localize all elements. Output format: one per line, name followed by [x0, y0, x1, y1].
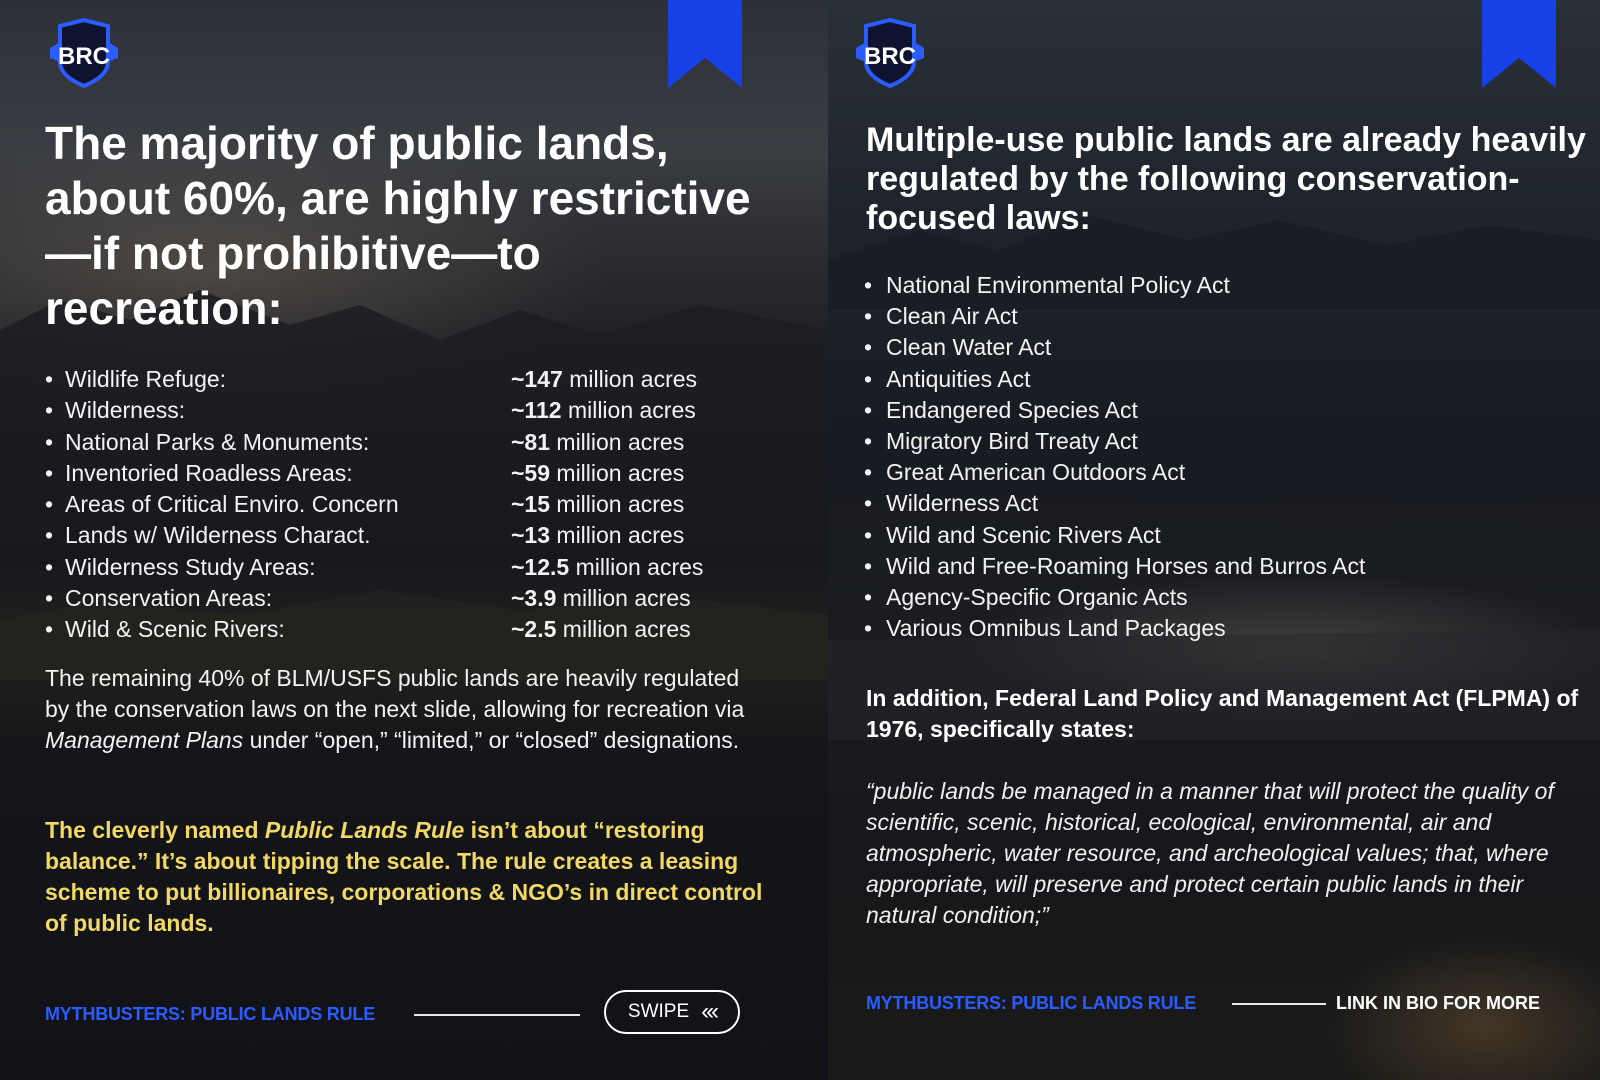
bookmark-ribbon-icon	[668, 0, 742, 88]
acreage-value: ~147	[511, 366, 563, 392]
land-category: Inventoried Roadless Areas:	[65, 459, 353, 486]
land-category: National Parks & Monuments:	[65, 428, 370, 455]
brc-logo-text: BRC	[58, 43, 110, 70]
bullet-icon: •	[864, 552, 873, 579]
land-stat-row	[45, 395, 765, 426]
management-plans-italic: Management Plans	[45, 727, 244, 753]
series-footer-label: MYTHBUSTERS: PUBLIC LANDS RULE	[866, 993, 1196, 1013]
acreage-value: ~2.5	[511, 616, 557, 643]
brc-logo-text: BRC	[864, 43, 916, 70]
law-list-item	[864, 301, 1584, 332]
link-in-bio-label: LINK IN BIO FOR MORE	[1336, 993, 1540, 1013]
acreage-unit: million acres	[556, 522, 685, 549]
bullet-icon: •	[45, 491, 54, 518]
land-acreage	[511, 520, 684, 551]
footer-divider	[414, 1014, 580, 1016]
acreage-unit: million acres	[556, 491, 685, 518]
acreage-unit: million acres	[556, 428, 685, 455]
bullet-icon: •	[864, 583, 873, 610]
right-slide	[828, 0, 1600, 1080]
land-stat-row	[45, 458, 765, 489]
acreage-unit: million acres	[562, 585, 691, 612]
law-name: Wild and Free-Roaming Horses and Burros Act	[886, 552, 1366, 579]
acreage-unit: million acres	[575, 553, 704, 580]
bullet-icon: •	[45, 553, 54, 580]
land-stat-row	[45, 364, 765, 395]
law-list-item	[864, 582, 1584, 613]
land-stat-row	[45, 489, 765, 520]
law-name: Wilderness Act	[886, 490, 1039, 517]
law-list-item	[864, 364, 1584, 395]
land-acreage	[511, 614, 691, 645]
brc-logo-icon	[852, 18, 928, 88]
bullet-icon: •	[45, 428, 54, 455]
law-list-item	[864, 488, 1584, 519]
land-category: Areas of Critical Enviro. Concern	[65, 491, 399, 518]
acreage-value: ~12.5	[511, 553, 570, 580]
bullet-icon: •	[864, 272, 873, 298]
land-category: Wilderness:	[65, 397, 186, 424]
law-list-item	[864, 270, 1584, 301]
public-lands-rule-claim	[45, 815, 765, 939]
remaining-text-2: under “open,” “limited,” or “closed” designations.	[243, 727, 740, 753]
claim-text-2: isn’t about “restoring balance.” It’s about tipping the scale. The rule creates a leasing scheme to put billionaires, corporations & NGO’s in direct control of public lands.	[45, 817, 763, 936]
law-name: Wild and Scenic Rivers Act	[886, 521, 1161, 548]
law-name: Migratory Bird Treaty Act	[886, 427, 1138, 454]
law-list-item	[864, 613, 1584, 644]
bullet-icon: •	[45, 616, 54, 643]
law-list-item	[864, 332, 1584, 363]
chevrons-left-icon: ‹‹‹	[701, 998, 717, 1025]
conservation-laws-list	[864, 270, 1584, 644]
bullet-icon: •	[864, 427, 873, 454]
acreage-unit: million acres	[567, 397, 696, 424]
acreage-unit: million acres	[569, 366, 698, 392]
bullet-icon: •	[864, 303, 873, 330]
land-category: Wildlife Refuge:	[65, 366, 227, 392]
land-stat-row	[45, 552, 765, 583]
law-name: Endangered Species Act	[886, 396, 1138, 423]
claim-text-1: The cleverly named	[45, 817, 265, 843]
land-acreage	[511, 364, 697, 395]
law-name: Agency-Specific Organic Acts	[886, 583, 1188, 610]
acreage-value: ~15	[511, 491, 551, 518]
law-name: Great American Outdoors Act	[886, 459, 1186, 486]
bullet-icon: •	[864, 615, 873, 642]
land-stat-row	[45, 614, 765, 645]
land-acreage	[511, 427, 684, 458]
land-acreage	[511, 583, 691, 614]
land-stat-row	[45, 583, 765, 614]
land-acreage	[511, 489, 684, 520]
flpma-quote: “public lands be managed in a manner that will protect the quality of scientific, scenic, historical, ecological, environmental, air and atmospheric, water resource, and archeological values; that, where appropriate, will preserve and protect certain public lands in their natural condition;”	[866, 778, 1554, 928]
claim-rule-italic: Public Lands Rule	[264, 817, 465, 843]
land-acreage	[511, 552, 703, 583]
law-list-item	[864, 395, 1584, 426]
bullet-icon: •	[864, 521, 873, 548]
law-name: National Environmental Policy Act	[886, 272, 1230, 298]
land-category: Conservation Areas:	[65, 585, 273, 612]
law-list-item	[864, 457, 1584, 488]
bullet-icon: •	[864, 490, 873, 517]
brc-logo-icon	[46, 18, 122, 88]
land-stat-row	[45, 427, 765, 458]
law-list-item	[864, 551, 1584, 582]
land-category: Wilderness Study Areas:	[65, 553, 316, 580]
law-name: Antiquities Act	[886, 365, 1031, 392]
bullet-icon: •	[45, 585, 54, 612]
bullet-icon: •	[864, 365, 873, 392]
acreage-unit: million acres	[556, 459, 685, 486]
acreage-value: ~59	[511, 459, 551, 486]
bullet-icon: •	[45, 397, 54, 424]
law-list-item	[864, 520, 1584, 551]
land-stat-row	[45, 520, 765, 551]
remaining-lands-paragraph	[45, 663, 765, 756]
swipe-button[interactable]	[604, 990, 740, 1034]
bullet-icon: •	[864, 396, 873, 423]
acreage-value: ~3.9	[511, 585, 557, 612]
bullet-icon: •	[45, 522, 54, 549]
land-stats-list	[45, 364, 765, 646]
land-acreage	[511, 395, 696, 426]
law-name: Various Omnibus Land Packages	[886, 615, 1226, 642]
right-headline: Multiple-use public lands are already heavily regulated by the following conservation-focused laws:	[866, 121, 1586, 237]
swipe-label: SWIPE	[627, 1001, 690, 1022]
land-category: Lands w/ Wilderness Charact.	[65, 522, 371, 549]
footer-divider	[1232, 1003, 1326, 1005]
bullet-icon: •	[864, 459, 873, 486]
law-name: Clean Air Act	[886, 303, 1018, 330]
series-footer-label: MYTHBUSTERS: PUBLIC LANDS RULE	[45, 1004, 375, 1024]
land-category: Wild & Scenic Rivers:	[65, 616, 285, 643]
bookmark-ribbon-icon	[1482, 0, 1556, 88]
bullet-icon: •	[864, 334, 873, 361]
law-list-item	[864, 426, 1584, 457]
law-name: Clean Water Act	[886, 334, 1052, 361]
bullet-icon: •	[45, 459, 54, 486]
remaining-text-1: The remaining 40% of BLM/USFS public lands are heavily regulated by the conservation laws on the next slide, allowing for recreation via	[45, 665, 745, 722]
acreage-value: ~112	[511, 397, 562, 424]
flpma-intro: In addition, Federal Land Policy and Management Act (FLPMA) of 1976, specifically states:	[866, 685, 1579, 742]
bullet-icon: •	[45, 366, 54, 392]
left-headline: The majority of public lands, about 60%, are highly restrictive—if not prohibitive—to recreation:	[45, 117, 751, 334]
acreage-unit: million acres	[562, 616, 691, 643]
acreage-value: ~81	[511, 428, 551, 455]
land-acreage	[511, 458, 684, 489]
acreage-value: ~13	[511, 522, 551, 549]
